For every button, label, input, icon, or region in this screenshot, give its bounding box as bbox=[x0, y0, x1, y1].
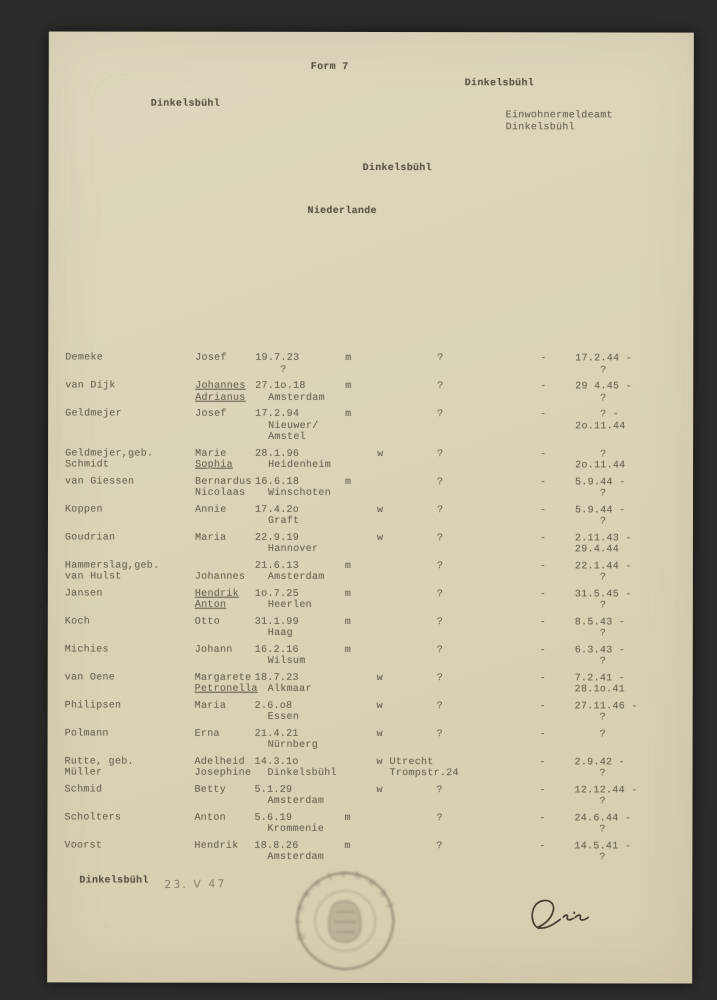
cell-residence: ? bbox=[436, 644, 444, 656]
cell-dates: 5.9.44 - bbox=[575, 476, 626, 488]
cell-residence: ? bbox=[436, 672, 444, 684]
cell-dates: ? bbox=[600, 448, 607, 460]
cell-birthplace: Amstel bbox=[268, 431, 306, 443]
cell-dates: 12.12.44 - bbox=[574, 784, 638, 796]
cell-sex: m bbox=[344, 560, 352, 572]
cell-sex: w bbox=[376, 672, 384, 684]
cell-residence: ? bbox=[437, 476, 444, 488]
cell-birthdate: 21.6.13 bbox=[254, 560, 300, 572]
cell-dates: ? bbox=[599, 728, 606, 740]
cell-surname: Müller bbox=[64, 767, 103, 779]
cell-surname: Geldmejer,geb. bbox=[65, 447, 154, 460]
footer-city: Dinkelsbühl bbox=[79, 875, 149, 887]
cell-birthdate: 16.2.16 bbox=[254, 644, 299, 656]
cell-firstname: Nicolaas bbox=[195, 487, 246, 499]
cell-firstname: Hendrik bbox=[194, 588, 239, 600]
cell-birthplace: Haag bbox=[267, 627, 294, 639]
table-row bbox=[65, 476, 677, 505]
cell-birthplace: Winschoten bbox=[268, 487, 332, 499]
cell-birthdate: 18.8.26 bbox=[254, 840, 299, 852]
cell-surname: Rutte, geb. bbox=[64, 755, 134, 768]
cell-surname: Goudrian bbox=[64, 531, 116, 544]
cell-birthdate: 5.1.29 bbox=[254, 784, 293, 796]
cell-birthplace: Heidenheim bbox=[268, 459, 332, 471]
cell-surname: Michies bbox=[64, 643, 109, 656]
seal-text: · D i n k e l s b ü h l · bbox=[294, 869, 397, 954]
cell-surname: Scholters bbox=[64, 811, 122, 824]
cell-dates: 28.1o.41 bbox=[574, 684, 626, 696]
cell-surname: van Oene bbox=[64, 671, 116, 684]
cell-firstname: Josef bbox=[195, 408, 227, 420]
cell-residence: ? bbox=[436, 560, 444, 572]
cell-dates: 22.1.44 - bbox=[574, 560, 632, 572]
cell-dates: 2.9.42 - bbox=[574, 756, 625, 768]
cell-dates: ? bbox=[599, 628, 607, 640]
cell-firstname: Hendrik bbox=[194, 840, 239, 852]
cell-dash: - bbox=[540, 448, 547, 460]
cell-dates: ? bbox=[600, 488, 607, 500]
cell-birthdate: 2.6.o8 bbox=[254, 700, 293, 712]
cell-sex: w bbox=[376, 700, 383, 712]
form-label: Form 7 bbox=[310, 61, 349, 73]
cell-firstname: Petronella bbox=[194, 683, 258, 695]
table-row bbox=[65, 728, 677, 757]
cell-birthplace: Alkmaar bbox=[267, 683, 312, 695]
cell-sex: m bbox=[345, 408, 352, 420]
cell-surname: van Dijk bbox=[65, 380, 116, 392]
cell-firstname: Adrianus bbox=[195, 392, 246, 404]
cell-birthdate: 28.1.96 bbox=[255, 448, 300, 460]
cell-birthplace: Wilsum bbox=[267, 655, 306, 667]
cell-birthplace: Amsterdam bbox=[268, 392, 325, 404]
cell-sex: m bbox=[344, 588, 352, 600]
cell-dash: - bbox=[539, 560, 547, 572]
cell-residence: ? bbox=[437, 448, 444, 460]
cell-sex: m bbox=[344, 644, 352, 656]
cell-firstname: Maria bbox=[194, 532, 227, 544]
cell-dash: - bbox=[540, 476, 547, 488]
cell-sex: w bbox=[377, 448, 384, 460]
cell-dates: 14.5.41 - bbox=[574, 840, 632, 852]
office-name: Einwohnermeldeamt bbox=[505, 110, 613, 122]
cell-sex: m bbox=[344, 812, 351, 824]
cell-dash: - bbox=[540, 409, 547, 421]
cell-dates: ? bbox=[600, 364, 607, 376]
table-row bbox=[65, 700, 677, 729]
cell-birthdate: 19.7.23 bbox=[255, 352, 300, 364]
cell-sex: m bbox=[344, 616, 352, 628]
cell-surname: Philipsen bbox=[64, 699, 122, 712]
table-row bbox=[65, 756, 677, 785]
table-row bbox=[65, 560, 677, 589]
cell-residence: ? bbox=[436, 588, 444, 600]
cell-dash: - bbox=[539, 784, 546, 796]
cell-birthplace: Amsterdam bbox=[267, 851, 325, 863]
cell-dates: ? bbox=[599, 768, 606, 780]
cell-dates: 7.2.41 - bbox=[574, 672, 626, 684]
cell-birthdate: 17.4.2o bbox=[254, 504, 300, 516]
cell-sex: m bbox=[345, 380, 352, 392]
cell-birthplace: Dinkelsbühl bbox=[267, 767, 337, 779]
cell-birthplace: Nieuwer/ bbox=[268, 420, 319, 432]
cell-firstname: Anton bbox=[194, 812, 226, 824]
table-row bbox=[65, 408, 677, 449]
city-left: Dinkelsbühl bbox=[150, 98, 221, 110]
cell-birthplace: Essen bbox=[267, 711, 300, 723]
country-heading: Niederlande bbox=[307, 205, 377, 218]
cell-birthdate: 31.1.99 bbox=[254, 616, 299, 628]
cell-surname: van Hulst bbox=[64, 571, 122, 583]
city-center: Dinkelsbühl bbox=[362, 162, 432, 175]
cell-residence: ? bbox=[437, 381, 444, 393]
cell-dash: - bbox=[539, 616, 547, 628]
table-row bbox=[65, 380, 677, 409]
cell-residence: ? bbox=[436, 616, 444, 628]
cell-sex: m bbox=[345, 352, 352, 364]
cell-surname: Voorst bbox=[64, 839, 103, 852]
cell-dash: - bbox=[539, 588, 547, 600]
cell-residence: ? bbox=[437, 353, 444, 365]
cell-firstname: Bernardus bbox=[195, 476, 252, 488]
cell-dates: 29 4.45 - bbox=[575, 381, 632, 393]
cell-firstname: Sophia bbox=[195, 459, 233, 471]
cell-dates: ? bbox=[599, 796, 606, 808]
cell-surname: Geldmejer bbox=[65, 408, 122, 420]
cell-dates: ? bbox=[600, 392, 607, 404]
cell-birthdate: 22.9.19 bbox=[254, 532, 300, 544]
cell-birthdate: 21.4.21 bbox=[254, 728, 299, 740]
signature bbox=[523, 890, 595, 942]
cell-birthplace: Amsterdam bbox=[267, 571, 325, 583]
cell-residence: ? bbox=[436, 784, 443, 796]
table-row bbox=[65, 644, 677, 673]
table-row bbox=[65, 532, 677, 561]
records-table bbox=[64, 352, 677, 869]
table-row bbox=[65, 588, 677, 617]
cell-dates: ? bbox=[599, 572, 607, 584]
cell-birthdate: 17.2.94 bbox=[255, 408, 300, 420]
cell-sex: w bbox=[376, 728, 383, 740]
cell-dates: 24.6.44 - bbox=[574, 812, 632, 824]
cell-firstname: Josef bbox=[195, 352, 227, 364]
date-stamp: 23. V 47 bbox=[164, 877, 227, 892]
cell-firstname: Johannes bbox=[195, 380, 246, 392]
cell-surname: Schmidt bbox=[65, 459, 110, 471]
cell-dates: ? bbox=[599, 852, 606, 864]
cell-dash: - bbox=[539, 532, 547, 544]
cell-dash: - bbox=[539, 504, 547, 516]
cell-residence: ? bbox=[436, 532, 444, 544]
cell-dates: ? bbox=[599, 600, 607, 612]
cell-firstname: Margarete bbox=[194, 672, 252, 684]
cell-birthdate: 1o.7.25 bbox=[254, 588, 299, 600]
cell-birthdate: 14.3.1o bbox=[254, 756, 299, 768]
cell-birthplace: Heerlen bbox=[267, 599, 312, 611]
cell-surname: Demeke bbox=[65, 352, 104, 364]
cell-sex: w bbox=[376, 784, 383, 796]
cell-surname: Jansen bbox=[64, 587, 103, 600]
cell-sex: w bbox=[376, 756, 383, 768]
cell-dash: - bbox=[539, 812, 546, 824]
cell-dates: 27.11.46 - bbox=[574, 700, 638, 712]
cell-firstname: Erna bbox=[194, 728, 220, 740]
cell-residence: Trompstr.24 bbox=[389, 768, 459, 780]
cell-firstname: Johann bbox=[194, 644, 233, 656]
office-city: Dinkelsbühl bbox=[505, 122, 575, 134]
cell-surname: Hammerslag,geb. bbox=[64, 559, 160, 572]
cell-birthdate: 18.7.23 bbox=[254, 672, 299, 684]
cell-dash: - bbox=[539, 728, 546, 740]
cell-dash: - bbox=[539, 840, 546, 852]
cell-birthplace: Hannover bbox=[267, 543, 319, 555]
cell-surname: Schmid bbox=[64, 783, 103, 796]
table-row bbox=[65, 616, 677, 645]
cell-residence: ? bbox=[436, 812, 443, 824]
cell-residence: ? bbox=[436, 504, 444, 516]
cell-birthplace: Nürnberg bbox=[267, 739, 319, 751]
cell-dates: ? bbox=[599, 712, 606, 724]
cell-residence: Utrecht bbox=[389, 756, 434, 768]
cell-birthdate: 5.6.19 bbox=[254, 812, 293, 824]
cell-firstname: Adelheid bbox=[194, 756, 245, 768]
table-row bbox=[65, 672, 677, 701]
cell-dates: 8.5.43 - bbox=[574, 616, 626, 628]
table-row bbox=[65, 504, 677, 533]
seal-coat-of-arms bbox=[328, 901, 361, 943]
cell-dates: ? bbox=[599, 516, 607, 528]
cell-dash: - bbox=[540, 353, 547, 365]
cell-dates: 31.5.45 - bbox=[574, 588, 632, 600]
cell-dates: 6.3.43 - bbox=[574, 644, 626, 656]
cell-dates: ? bbox=[599, 656, 607, 668]
city-top-right: Dinkelsbühl bbox=[464, 78, 535, 90]
cell-dash: - bbox=[539, 700, 546, 712]
cell-dates: 2o.11.44 bbox=[575, 420, 626, 432]
cell-birthdate: 27.1o.18 bbox=[255, 380, 306, 392]
cell-surname: Koch bbox=[64, 615, 91, 628]
cell-firstname: Betty bbox=[194, 784, 227, 796]
cell-sex: m bbox=[344, 840, 351, 852]
cell-birthplace: Amsterdam bbox=[267, 795, 325, 807]
document-page bbox=[47, 31, 694, 983]
round-seal-stamp bbox=[290, 865, 400, 977]
cell-birthplace: ? bbox=[280, 364, 287, 376]
cell-surname: van Giessen bbox=[65, 475, 135, 488]
cell-firstname: Johannes bbox=[194, 571, 246, 583]
cell-sex: w bbox=[376, 532, 384, 544]
cell-sex: m bbox=[345, 476, 352, 488]
cell-birthplace: Krommenie bbox=[267, 823, 325, 835]
cell-birthplace: Graft bbox=[267, 515, 300, 527]
cell-firstname: Anton bbox=[194, 599, 227, 611]
cell-dates: 2.11.43 - bbox=[574, 532, 632, 544]
cell-residence: ? bbox=[436, 728, 443, 740]
cell-dates: 17.2.44 - bbox=[575, 353, 632, 365]
cell-firstname: Otto bbox=[194, 616, 221, 628]
cell-surname: Polmann bbox=[64, 727, 109, 740]
cell-dates: 29.4.44 bbox=[574, 544, 620, 556]
cell-dash: - bbox=[539, 644, 547, 656]
cell-residence: ? bbox=[436, 840, 443, 852]
cell-dates: ? - bbox=[600, 409, 620, 421]
table-row bbox=[65, 352, 677, 381]
cell-sex: w bbox=[376, 504, 384, 516]
cell-firstname: Maria bbox=[194, 700, 227, 712]
cell-firstname: Marie bbox=[195, 448, 227, 460]
cell-firstname: Josephine bbox=[194, 767, 252, 779]
cell-dash: - bbox=[540, 381, 547, 393]
table-row bbox=[65, 448, 677, 477]
cell-dash: - bbox=[539, 672, 547, 684]
table-row bbox=[64, 812, 676, 841]
cell-dates: 5.9.44 - bbox=[574, 504, 626, 516]
cell-birthdate: 16.6.18 bbox=[255, 476, 300, 488]
table-row bbox=[64, 784, 676, 813]
cell-dash: - bbox=[539, 756, 546, 768]
cell-dates: 2o.11.44 bbox=[575, 460, 626, 472]
cell-surname: Koppen bbox=[64, 503, 103, 516]
cell-residence: ? bbox=[437, 409, 444, 421]
cell-dates: ? bbox=[599, 824, 606, 836]
cell-firstname: Annie bbox=[194, 504, 227, 516]
cell-residence: ? bbox=[436, 700, 443, 712]
